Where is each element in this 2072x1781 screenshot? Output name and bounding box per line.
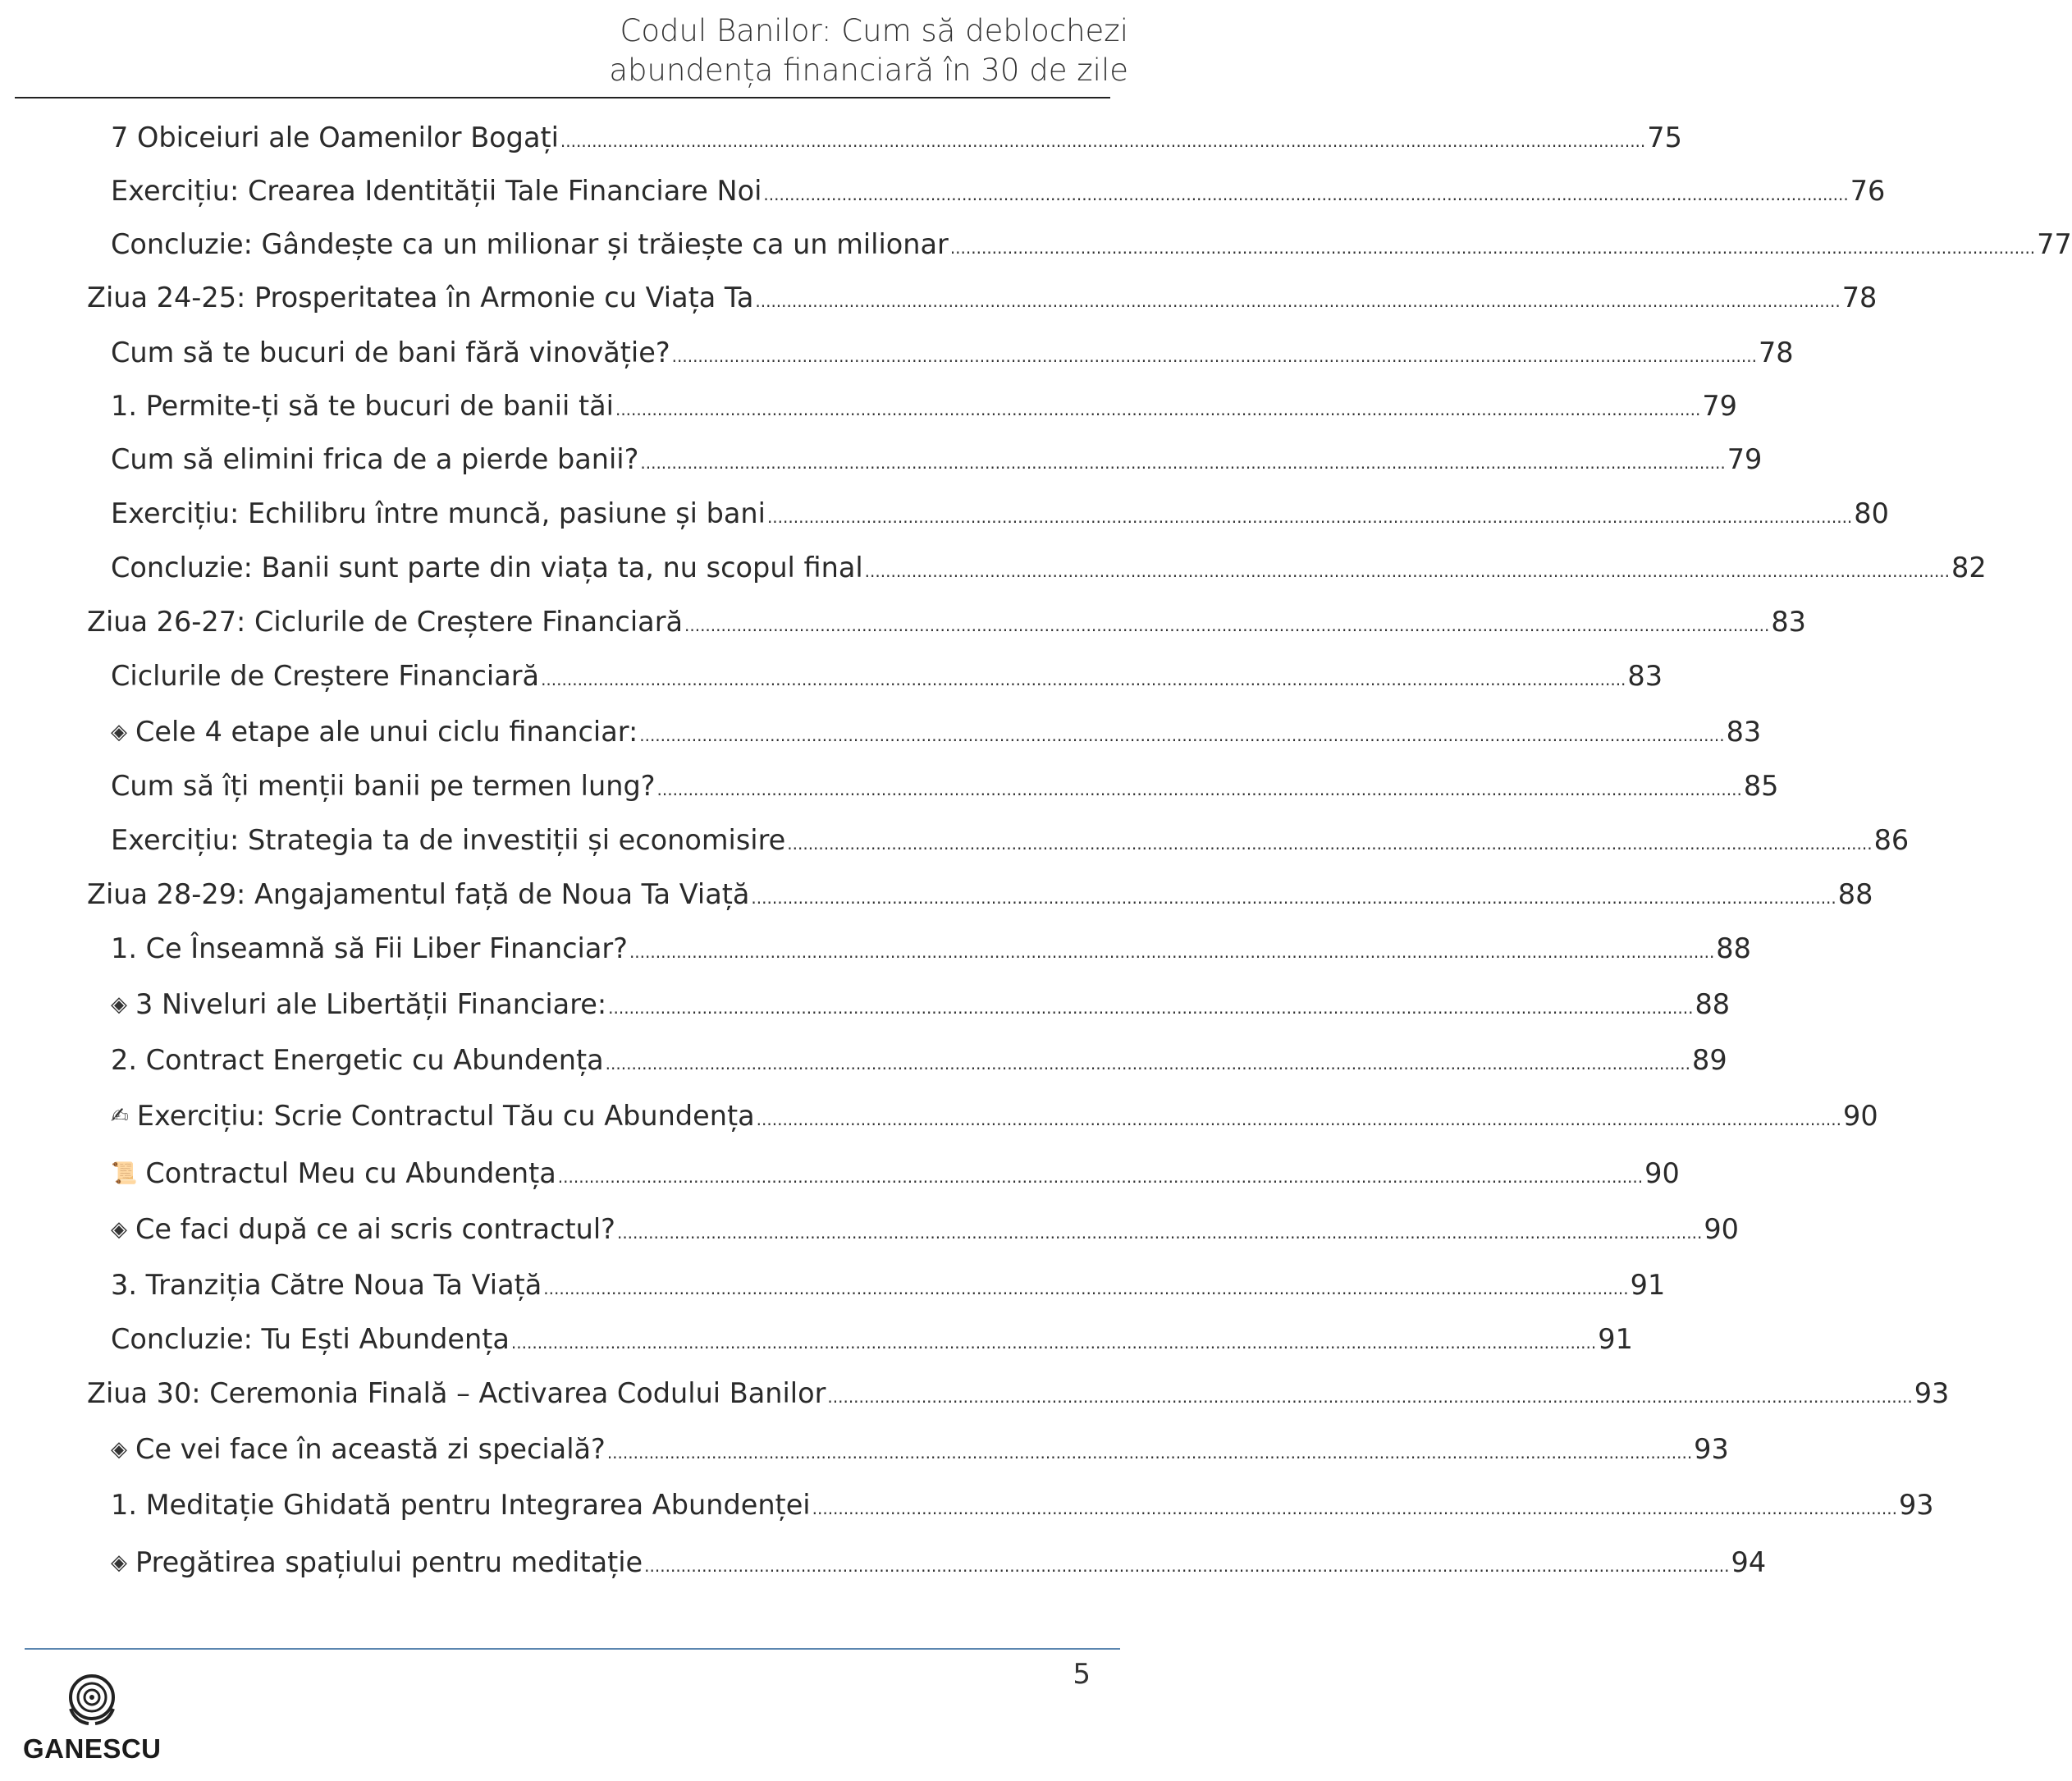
toc-entry-title: 1. Ce Înseamnă să Fii Liber Financiar?: [111, 932, 628, 964]
toc-entry-label: [111, 390, 614, 422]
toc-section-entry[interactable]: [111, 337, 1794, 369]
toc-entry-title: 3 Niveluri ale Libertății Financiare:: [135, 988, 607, 1020]
diamond-bullet-icon: ◈: [111, 720, 127, 744]
toc-section-entry[interactable]: [111, 1489, 1934, 1521]
toc-entry-label: [87, 1377, 826, 1409]
toc-entry-title: Ziua 30: Ceremonia Finală – Activarea Codului Banilor: [87, 1377, 826, 1409]
toc-page-number: 88: [1716, 932, 1751, 964]
header-line-2: abundența financiară în 30 de zile: [609, 53, 1128, 88]
dot-leader: [558, 1157, 1643, 1189]
toc-entry-label: [87, 606, 683, 638]
toc-section-entry[interactable]: [111, 121, 1682, 153]
toc-page-number: 89: [1692, 1044, 1727, 1076]
logo-text: GANESCU: [23, 1733, 162, 1764]
toc-entry-title: Cum să îți menții banii pe termen lung?: [111, 770, 656, 802]
ganescu-logo-icon: [64, 1671, 120, 1727]
toc-section-entry[interactable]: [111, 1546, 1767, 1578]
dot-leader: [608, 988, 1693, 1020]
diamond-bullet-icon: ◈: [111, 1437, 127, 1462]
toc-entry-label: [111, 932, 628, 964]
toc-entry-label: [111, 1044, 604, 1076]
toc-page-number: 77: [2037, 228, 2072, 260]
dot-leader: [607, 1433, 1692, 1465]
dot-leader: [629, 932, 1714, 964]
dot-leader: [950, 228, 2035, 260]
toc-entry-title: Concluzie: Gândește ca un milionar și trăiește ca un milionar: [111, 228, 949, 260]
toc-page-number: 91: [1598, 1323, 1633, 1355]
dot-leader: [657, 770, 1742, 802]
toc-chapter-entry[interactable]: [87, 606, 1806, 638]
toc-section-entry[interactable]: [111, 932, 1751, 964]
scroll-icon: 📜: [111, 1161, 138, 1186]
toc-entry-title: Concluzie: Banii sunt parte din viața ta, nu scopul final: [111, 552, 863, 584]
toc-section-entry[interactable]: [111, 1157, 1680, 1189]
toc-entry-title: Ce faci după ce ai scris contractul?: [135, 1213, 615, 1245]
dot-leader: [640, 443, 1725, 475]
toc-entry-label: [111, 1157, 556, 1189]
toc-page-number: 93: [1898, 1489, 1934, 1521]
toc-page-number: 93: [1914, 1377, 1950, 1409]
dot-leader: [751, 878, 1836, 910]
diamond-bullet-icon: ◈: [111, 992, 127, 1017]
dot-leader: [543, 1269, 1628, 1301]
dot-leader: [639, 716, 1724, 748]
toc-entry-label: [111, 228, 949, 260]
toc-page-number: 94: [1731, 1546, 1767, 1578]
toc-entry-label: [111, 1323, 510, 1355]
dot-leader: [560, 121, 1645, 153]
toc-entry-title: Ciclurile de Creștere Financiară: [111, 660, 540, 692]
toc-entry-title: Exercițiu: Echilibru între muncă, pasiune și bani: [111, 497, 766, 529]
toc-entry-title: 2. Contract Energetic cu Abundența: [111, 1044, 604, 1076]
toc-entry-title: Contractul Meu cu Abundența: [145, 1157, 556, 1189]
dot-leader: [763, 175, 1848, 207]
dot-leader: [606, 1044, 1690, 1076]
dot-leader: [672, 337, 1757, 369]
toc-entry-label: [111, 1489, 811, 1521]
toc-section-entry[interactable]: [111, 770, 1779, 802]
toc-section-entry[interactable]: [111, 1269, 1666, 1301]
toc-entry-label: [111, 988, 606, 1020]
toc-section-entry[interactable]: [111, 228, 2072, 260]
dot-leader: [617, 1213, 1702, 1245]
toc-entry-label: [111, 1100, 755, 1132]
dot-leader: [615, 390, 1700, 422]
toc-entry-label: [111, 121, 559, 153]
dot-leader: [755, 282, 1840, 314]
toc-section-entry[interactable]: [111, 716, 1762, 748]
toc-page-number: 78: [1841, 282, 1878, 314]
toc-entry-title: Exercițiu: Scrie Contractul Tău cu Abundența: [136, 1100, 755, 1132]
toc-entry-label: [111, 497, 766, 529]
toc-entry-label: [111, 1433, 606, 1465]
toc-section-entry[interactable]: [111, 443, 1763, 475]
toc-entry-title: 3. Tranziția Către Noua Ta Viață: [111, 1269, 542, 1301]
toc-entry-label: [111, 716, 638, 748]
toc-entry-title: Exercițiu: Crearea Identității Tale Financiare Noi: [111, 175, 762, 207]
toc-section-entry[interactable]: [111, 988, 1731, 1020]
toc-entry-label: [111, 660, 539, 692]
toc-entry-label: [87, 878, 749, 910]
header-line-1: Codul Banilor: Cum să deblochezi: [620, 13, 1128, 48]
toc-section-entry[interactable]: [111, 1044, 1727, 1076]
dot-leader: [812, 1489, 1897, 1521]
toc-page-number: 93: [1694, 1433, 1729, 1465]
toc-section-entry[interactable]: [111, 1323, 1633, 1355]
running-header: [609, 11, 1128, 90]
toc-entry-title: Ce vei face în această zi specială?: [135, 1433, 606, 1465]
toc-chapter-entry[interactable]: [87, 1377, 1950, 1409]
toc-section-entry[interactable]: [111, 552, 1987, 584]
toc-section-entry[interactable]: [111, 497, 1889, 529]
toc-entry-title: Cele 4 etape ale unui ciclu financiar:: [135, 716, 638, 748]
page-number: 5: [1073, 1658, 1091, 1691]
toc-entry-title: Exercițiu: Strategia ta de investiții și economisire: [111, 824, 786, 856]
toc-page-number: 83: [1627, 660, 1663, 692]
toc-entry-title: Ziua 26-27: Ciclurile de Creștere Financiară: [87, 606, 683, 638]
diamond-bullet-icon: ◈: [111, 1550, 127, 1575]
toc-page-number: 80: [1854, 497, 1889, 529]
toc-entry-title: 1. Meditație Ghidată pentru Integrarea Abundenței: [111, 1489, 811, 1521]
publisher-logo: [23, 1671, 162, 1770]
toc-entry-title: 7 Obiceiuri ale Oamenilor Bogați: [111, 121, 559, 153]
dot-leader: [644, 1546, 1729, 1578]
toc-entry-label: [111, 770, 656, 802]
footer-divider: [25, 1648, 1120, 1650]
toc-section-entry[interactable]: [111, 1100, 1878, 1132]
toc-section-entry[interactable]: [111, 1433, 1729, 1465]
toc-entry-label: [111, 1546, 643, 1578]
toc-page-number: 83: [1726, 716, 1762, 748]
toc-entry-title: Cum să te bucuri de bani fără vinovăție?: [111, 337, 670, 369]
dot-leader: [827, 1377, 1912, 1409]
toc-entry-label: [111, 443, 638, 475]
toc-page-number: 78: [1758, 337, 1794, 369]
toc-entry-title: Ziua 28-29: Angajamentul față de Noua Ta Viață: [87, 878, 750, 910]
toc-page-number: 79: [1702, 390, 1737, 422]
toc-entry-label: [111, 824, 785, 856]
toc-section-entry[interactable]: [111, 660, 1663, 692]
toc-page-number: 75: [1647, 121, 1682, 153]
toc-chapter-entry[interactable]: [87, 878, 1873, 910]
toc-page-number: 82: [1951, 552, 1987, 584]
dot-leader: [865, 552, 1950, 584]
toc-chapter-entry[interactable]: [87, 282, 1878, 314]
toc-section-entry[interactable]: [111, 1213, 1739, 1245]
toc-page-number: 91: [1630, 1269, 1666, 1301]
toc-page-number: 90: [1843, 1100, 1878, 1132]
toc-page-number: 90: [1644, 1157, 1680, 1189]
diamond-bullet-icon: ◈: [111, 1217, 127, 1242]
toc-entry-label: [87, 282, 753, 314]
dot-leader: [787, 824, 1872, 856]
toc-page-number: 88: [1695, 988, 1731, 1020]
toc-entry-label: [111, 337, 670, 369]
dot-leader: [541, 660, 1626, 692]
toc-section-entry[interactable]: [111, 175, 1886, 207]
dot-leader: [511, 1323, 1596, 1355]
toc-section-entry[interactable]: [111, 824, 1910, 856]
writing-hand-icon: ✍: [111, 1104, 129, 1129]
toc-page-number: 83: [1771, 606, 1806, 638]
toc-page-number: 76: [1850, 175, 1886, 207]
toc-page-number: 86: [1873, 824, 1910, 856]
toc-page-number: 88: [1837, 878, 1873, 910]
toc-page-number: 90: [1704, 1213, 1739, 1245]
dot-leader: [767, 497, 1852, 529]
toc-entry-title: Ziua 24-25: Prosperitatea în Armonie cu Viața Ta: [87, 282, 754, 314]
toc-section-entry[interactable]: [111, 390, 1737, 422]
toc-entry-label: [111, 1213, 615, 1245]
toc-entry-label: [111, 175, 762, 207]
toc-page-number: 85: [1743, 770, 1779, 802]
toc-page-number: 79: [1727, 443, 1763, 475]
toc-entry-label: [111, 1269, 542, 1301]
dot-leader: [684, 606, 1769, 638]
dot-leader: [757, 1100, 1841, 1132]
toc-entry-title: 1. Permite-ți să te bucuri de banii tăi: [111, 390, 614, 422]
toc-entry-title: Pregătirea spațiului pentru meditație: [135, 1546, 643, 1578]
header-divider: [15, 97, 1110, 98]
toc-entry-title: Concluzie: Tu Ești Abundența: [111, 1323, 510, 1355]
toc-entry-label: [111, 552, 863, 584]
toc-entry-title: Cum să elimini frica de a pierde banii?: [111, 443, 639, 475]
